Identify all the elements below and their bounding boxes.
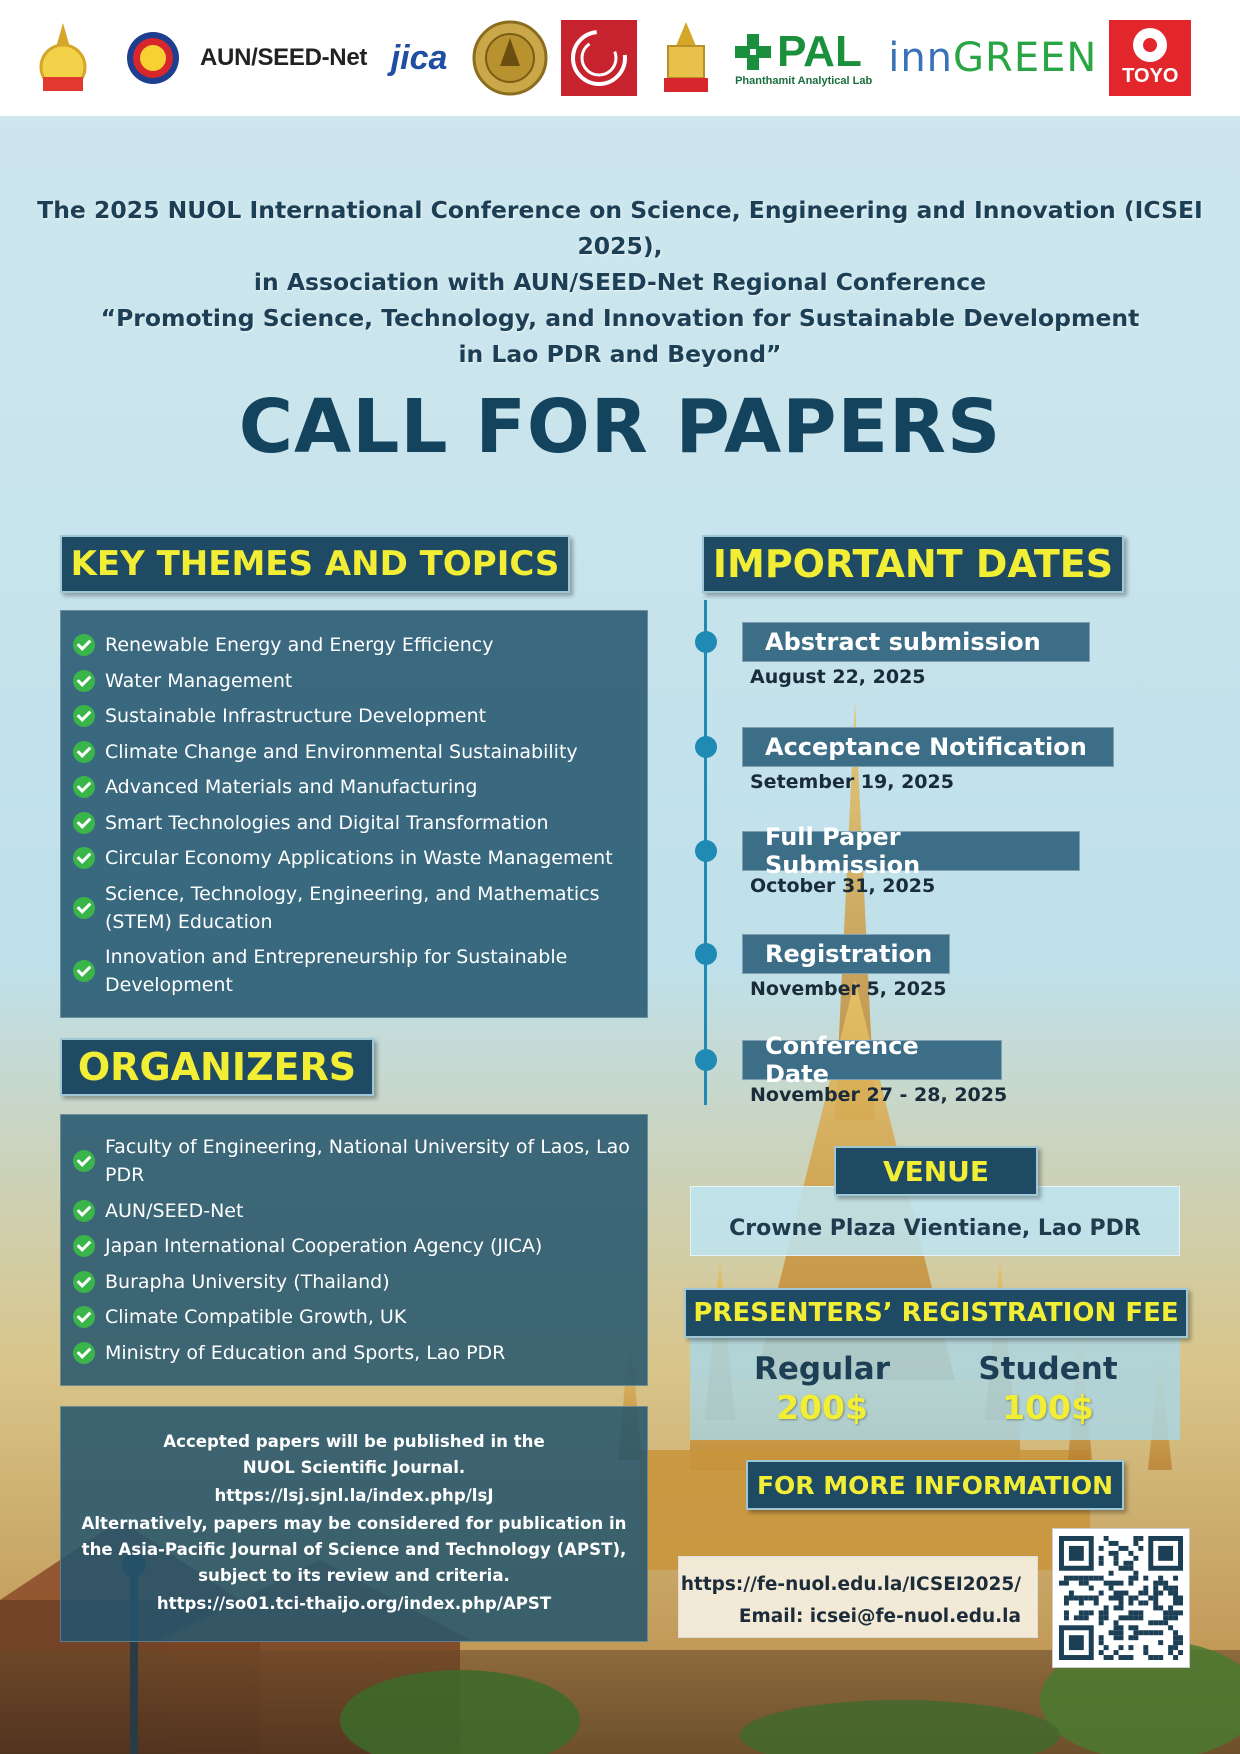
headline-line-2: in Association with AUN/SEED-Net Regional Conference: [253, 268, 987, 296]
list-item-text: Science, Technology, Engineering, and Mathematics (STEM) Education: [105, 882, 600, 933]
publication-line-4: the Asia-Pacific Journal of Science and Technology (APST),: [81, 1540, 627, 1559]
themes-list: [73, 631, 637, 999]
timeline-dot: [695, 631, 717, 653]
contact-email[interactable]: Email: icsei@fe-nuol.edu.la: [738, 1606, 1021, 1627]
list-item-text: Climate Change and Environmental Sustainability: [105, 740, 578, 763]
fee-regular-label: Regular: [754, 1351, 890, 1387]
list-item: [73, 1268, 637, 1296]
aun-seed-net-text: AUN/SEED-Net: [200, 44, 368, 71]
aun-seed-net-logo: [200, 18, 367, 98]
list-item-text: Sustainable Infrastructure Development: [105, 705, 487, 727]
fee-regular-value: 200$: [776, 1388, 868, 1427]
list-item: [73, 844, 637, 872]
innogreen-logo: [888, 18, 1097, 98]
jica-logo: [383, 18, 455, 98]
date-label: Full Paper Submission: [742, 831, 1080, 871]
publication-line-3: Alternatively, papers may be considered for publication in: [81, 1514, 627, 1533]
date-label: Abstract submission: [742, 622, 1090, 662]
list-item-text: Circular Economy Applications in Waste Management: [105, 847, 613, 869]
check-icon: [73, 634, 95, 656]
list-item-text: Japan International Cooperation Agency (JICA): [105, 1235, 543, 1257]
list-item-text: Ministry of Education and Sports, Lao PDR: [105, 1341, 506, 1364]
date-label: Acceptance Notification: [742, 727, 1114, 767]
check-icon: [73, 1235, 95, 1257]
list-item-text: Advanced Materials and Manufacturing: [105, 776, 478, 798]
info-heading: [746, 1460, 1124, 1510]
list-item-text: AUN/SEED-Net: [105, 1199, 244, 1222]
check-icon: [73, 1306, 95, 1328]
list-item: [73, 773, 637, 801]
fee-student-value: 100$: [1002, 1388, 1094, 1427]
headline-line-4: in Lao PDR and Beyond”: [458, 340, 782, 368]
headline-line-3: “Promoting Science, Technology, and Innovation for Sustainable Development: [100, 304, 1140, 332]
dates-heading-text: IMPORTANT DATES: [712, 542, 1114, 586]
check-icon: [73, 897, 95, 919]
list-item: [73, 809, 637, 837]
organizers-heading: [60, 1038, 374, 1096]
pal-logo: [735, 18, 872, 98]
check-icon: [73, 847, 95, 869]
organizers-list: [73, 1133, 637, 1367]
timeline-dot: [695, 1049, 717, 1071]
fee-student-label: Student: [978, 1351, 1118, 1387]
list-item: [73, 943, 637, 999]
ministry-logo: [651, 18, 721, 98]
pal-cross-icon: [735, 34, 771, 70]
date-value: November 27 - 28, 2025: [750, 1084, 1008, 1106]
organizers-heading-text: ORGANIZERS: [77, 1045, 357, 1089]
list-item-text: Climate Compatible Growth, UK: [105, 1306, 407, 1328]
list-item: [73, 880, 637, 936]
themes-panel: [60, 610, 648, 1018]
timeline-dot: [695, 943, 717, 965]
check-icon: [73, 1271, 95, 1293]
date-label: Conference Date: [742, 1040, 1002, 1080]
nuol-logo: [26, 18, 100, 98]
check-icon: [73, 960, 95, 982]
contact-url[interactable]: https://fe-nuol.edu.la/ICSEI2025/: [680, 1574, 1021, 1595]
ccg-logo: [561, 18, 637, 98]
list-item: [73, 1133, 637, 1189]
check-icon: [73, 705, 95, 727]
list-item-text: Faculty of Engineering, National University of Laos, Lao PDR: [105, 1136, 630, 1186]
qr-code[interactable]: [1052, 1528, 1190, 1668]
list-item-text: Innovation and Entrepreneurship for Sustainable Development: [105, 946, 568, 996]
page-title: CALL FOR PAPERS: [238, 384, 1002, 470]
check-icon: [73, 1150, 95, 1172]
jica-text: jica: [390, 38, 448, 77]
publication-line-1: Accepted papers will be published in the: [163, 1432, 545, 1451]
list-item: [73, 1339, 637, 1367]
check-icon: [73, 812, 95, 834]
list-item: [73, 667, 637, 695]
organizers-panel: [60, 1114, 648, 1386]
timeline-dot: [695, 840, 717, 862]
fee-student: [948, 1350, 1148, 1428]
toyo-text: TOYO: [1122, 65, 1179, 87]
logo-bar: [0, 0, 1240, 116]
venue-box: [690, 1186, 1180, 1256]
venue-place: Crowne Plaza Vientiane, Lao PDR: [729, 1215, 1141, 1241]
date-value: October 31, 2025: [750, 875, 936, 897]
publication-url-2[interactable]: https://so01.tci-thaijo.org/index.php/APST: [156, 1594, 552, 1613]
list-item: [73, 631, 637, 659]
venue-heading-text: VENUE: [882, 1154, 990, 1188]
check-icon: [73, 1200, 95, 1222]
check-icon: [73, 1342, 95, 1364]
innogreen-text-a: inn: [888, 35, 954, 81]
check-icon: [73, 776, 95, 798]
conference-headline: [0, 192, 1240, 372]
list-item-text: Water Management: [105, 669, 293, 692]
list-item-text: Burapha University (Thailand): [105, 1270, 390, 1293]
publication-line-5: subject to its review and criteria.: [198, 1566, 510, 1585]
list-item: [73, 1197, 637, 1225]
dates-heading: [702, 535, 1124, 593]
asean-logo: [112, 18, 194, 98]
publication-url-1[interactable]: https://lsj.sjnl.la/index.php/lsJ: [214, 1486, 494, 1505]
themes-heading-text: KEY THEMES AND TOPICS: [70, 544, 560, 584]
burapha-logo: [467, 18, 553, 98]
themes-heading: [60, 535, 570, 593]
date-value: November 5, 2025: [750, 978, 947, 1000]
innogreen-text-b: GREEN: [953, 35, 1098, 81]
fee-heading-text: PRESENTERS’ REGISTRATION FEE: [693, 1298, 1179, 1328]
check-icon: [73, 670, 95, 692]
pal-text: PAL: [777, 26, 862, 76]
list-item: [73, 738, 637, 766]
contact-box: [678, 1556, 1038, 1638]
pal-subtitle: Phanthamit Analytical Lab: [735, 74, 873, 87]
fee-heading: [684, 1288, 1188, 1338]
toyo-logo: [1109, 18, 1191, 98]
qr-code-icon: [1059, 1535, 1183, 1661]
timeline-dot: [695, 736, 717, 758]
date-value: August 22, 2025: [750, 666, 926, 688]
list-item-text: Smart Technologies and Digital Transformation: [105, 811, 549, 834]
publication-panel: [60, 1406, 648, 1642]
date-value: Setember 19, 2025: [750, 771, 954, 793]
list-item-text: Renewable Energy and Energy Efficiency: [105, 634, 494, 656]
venue-heading: [834, 1146, 1038, 1196]
date-label: Registration: [742, 934, 950, 974]
list-item: [73, 1303, 637, 1331]
check-icon: [73, 741, 95, 763]
publication-line-2: NUOL Scientific Journal.: [242, 1458, 466, 1477]
list-item: [73, 702, 637, 730]
headline-line-1: The 2025 NUOL International Conference on Science, Engineering and Innovation (ICSEI 2025),: [37, 196, 1203, 260]
list-item: [73, 1232, 637, 1260]
fee-regular: [722, 1350, 922, 1428]
info-heading-text: FOR MORE INFORMATION: [756, 1470, 1114, 1500]
